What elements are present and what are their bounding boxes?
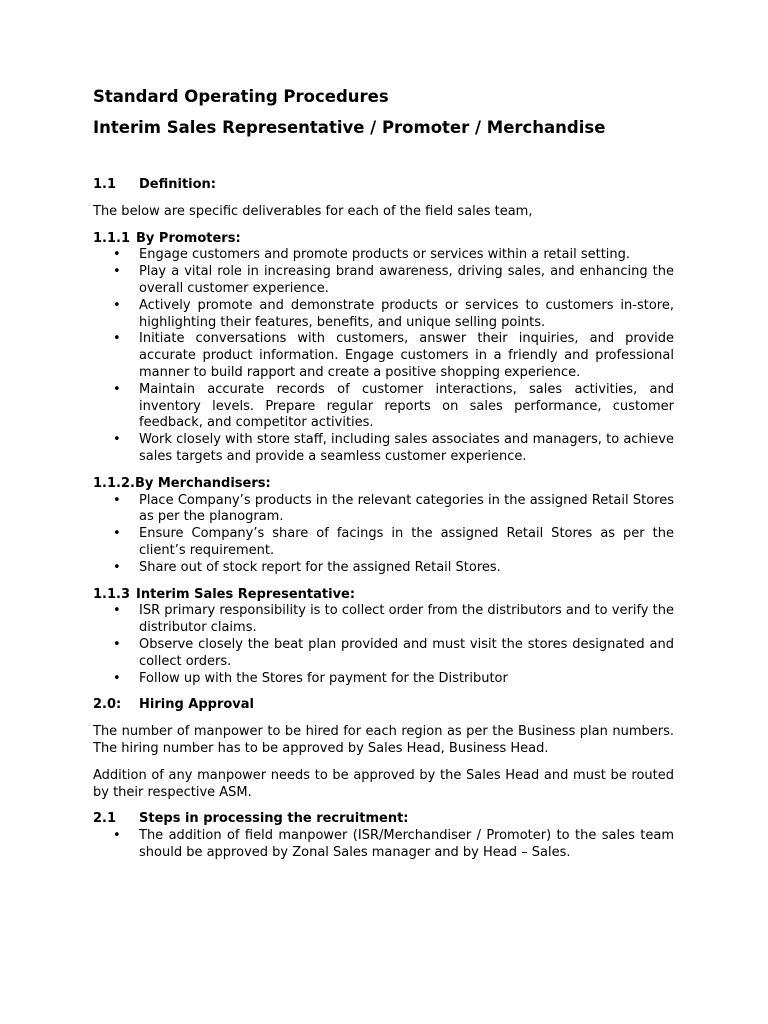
list-item-text: Observe closely the beat plan provided and must visit the stores designated and collect orders. [139,636,674,669]
bullet-icon: • [113,381,121,397]
bullet-icon: • [113,432,121,448]
list-item-text: Maintain accurate records of customer interactions, sales activities, and inventory levels. Prepare regular reports on sales performance, customer feedback, and competitor activities. [139,381,674,431]
list-item-text: Place Company’s products in the relevant categories in the assigned Retail Stores as per the planogram. [139,492,674,525]
merchandisers-list [93,493,674,577]
section-title: Hiring Approval [139,697,255,713]
list-item-text: Initiate conversations with customers, answer their inquiries, and provide accurate product information. Engage customers in a friendly and professional manner to build rapport and create a positive shopping experience. [139,331,674,380]
list-item [93,828,674,862]
bullet-icon: • [113,492,121,508]
recruitment-steps-list [93,828,674,862]
section-1-1-heading [93,177,674,194]
bullet-icon: • [113,247,121,263]
list-item [93,637,674,671]
list-item-text: The addition of field manpower (ISR/Merchandiser / Promoter) to the sales team should be approved by Zonal Sales manager and by Head – Sales. [139,828,674,860]
section-number: 1.1 [93,177,117,192]
promoters-list [93,247,674,465]
list-item-text: Follow up with the Stores for payment for the Distributor [139,670,508,686]
list-item-text: Work closely with store staff, including sales associates and managers, to achieve sales targets and provide a seamless customer experience. [139,432,674,464]
list-item [93,298,674,332]
section-number: 1.1.1 [93,230,131,246]
bullet-icon: • [113,297,121,313]
bullet-icon: • [113,331,121,347]
section-title: By Promoters: [136,230,241,246]
list-item [93,247,674,264]
document-content [93,86,674,862]
section-1-1-1-heading [93,231,674,248]
section-number: 1.1.3 [93,586,131,602]
section-title: Interim Sales Representative: [136,586,356,602]
list-item [93,560,674,577]
isr-list [93,603,674,687]
list-item [93,493,674,527]
section-number: 1.1.2. [93,475,135,491]
section-2-1-heading [93,811,674,828]
list-item-text: Play a vital role in increasing brand awareness, driving sales, and enhancing the overall customer experience. [139,264,674,296]
list-item-text: Engage customers and promote products or services within a retail setting. [139,247,631,263]
section-title: Steps in processing the recruitment: [139,811,409,827]
section-number: 2.0: [93,697,122,713]
bullet-icon: • [113,670,121,686]
list-item [93,264,674,298]
intro-paragraph: The below are specific deliverables for each of the field sales team, [93,203,533,219]
bullet-icon: • [113,636,121,652]
bullet-icon: • [113,559,121,575]
list-item [93,526,674,560]
hiring-paragraph-2: Addition of any manpower needs to be approved by the Sales Head and must be routed by their respective ASM. [93,767,674,800]
list-item [93,603,674,637]
bullet-icon: • [113,526,121,542]
list-item-text: Share out of stock report for the assigned Retail Stores. [139,559,501,575]
list-item-text: Actively promote and demonstrate products or services to customers in-store, highlighting their features, benefits, and unique selling points. [139,297,674,330]
list-item [93,432,674,466]
list-item-text: Ensure Company’s share of facings in the assigned Retail Stores as per the client’s requirement. [139,526,674,558]
bullet-icon: • [113,264,121,280]
section-1-1-3-heading [93,587,674,604]
section-1-1-2-heading [93,476,674,493]
document-subtitle: Interim Sales Representative / Promoter / Merchandise [93,118,606,137]
bullet-icon: • [113,603,121,619]
section-title: By Merchandisers: [134,475,271,491]
hiring-paragraph-1: The number of manpower to be hired for each region as per the Business plan numbers. The hiring number has to be approved by Sales Head, Business Head. [93,724,674,756]
list-item [93,331,674,381]
section-title: Definition: [139,177,217,192]
list-item [93,671,674,688]
list-item [93,382,674,432]
list-item-text: ISR primary responsibility is to collect order from the distributors and to verify the distributor claims. [139,603,674,636]
section-2-0-heading [93,697,674,714]
bullet-icon: • [113,828,121,844]
document-title: Standard Operating Procedures [93,87,389,106]
section-number: 2.1 [93,811,117,827]
